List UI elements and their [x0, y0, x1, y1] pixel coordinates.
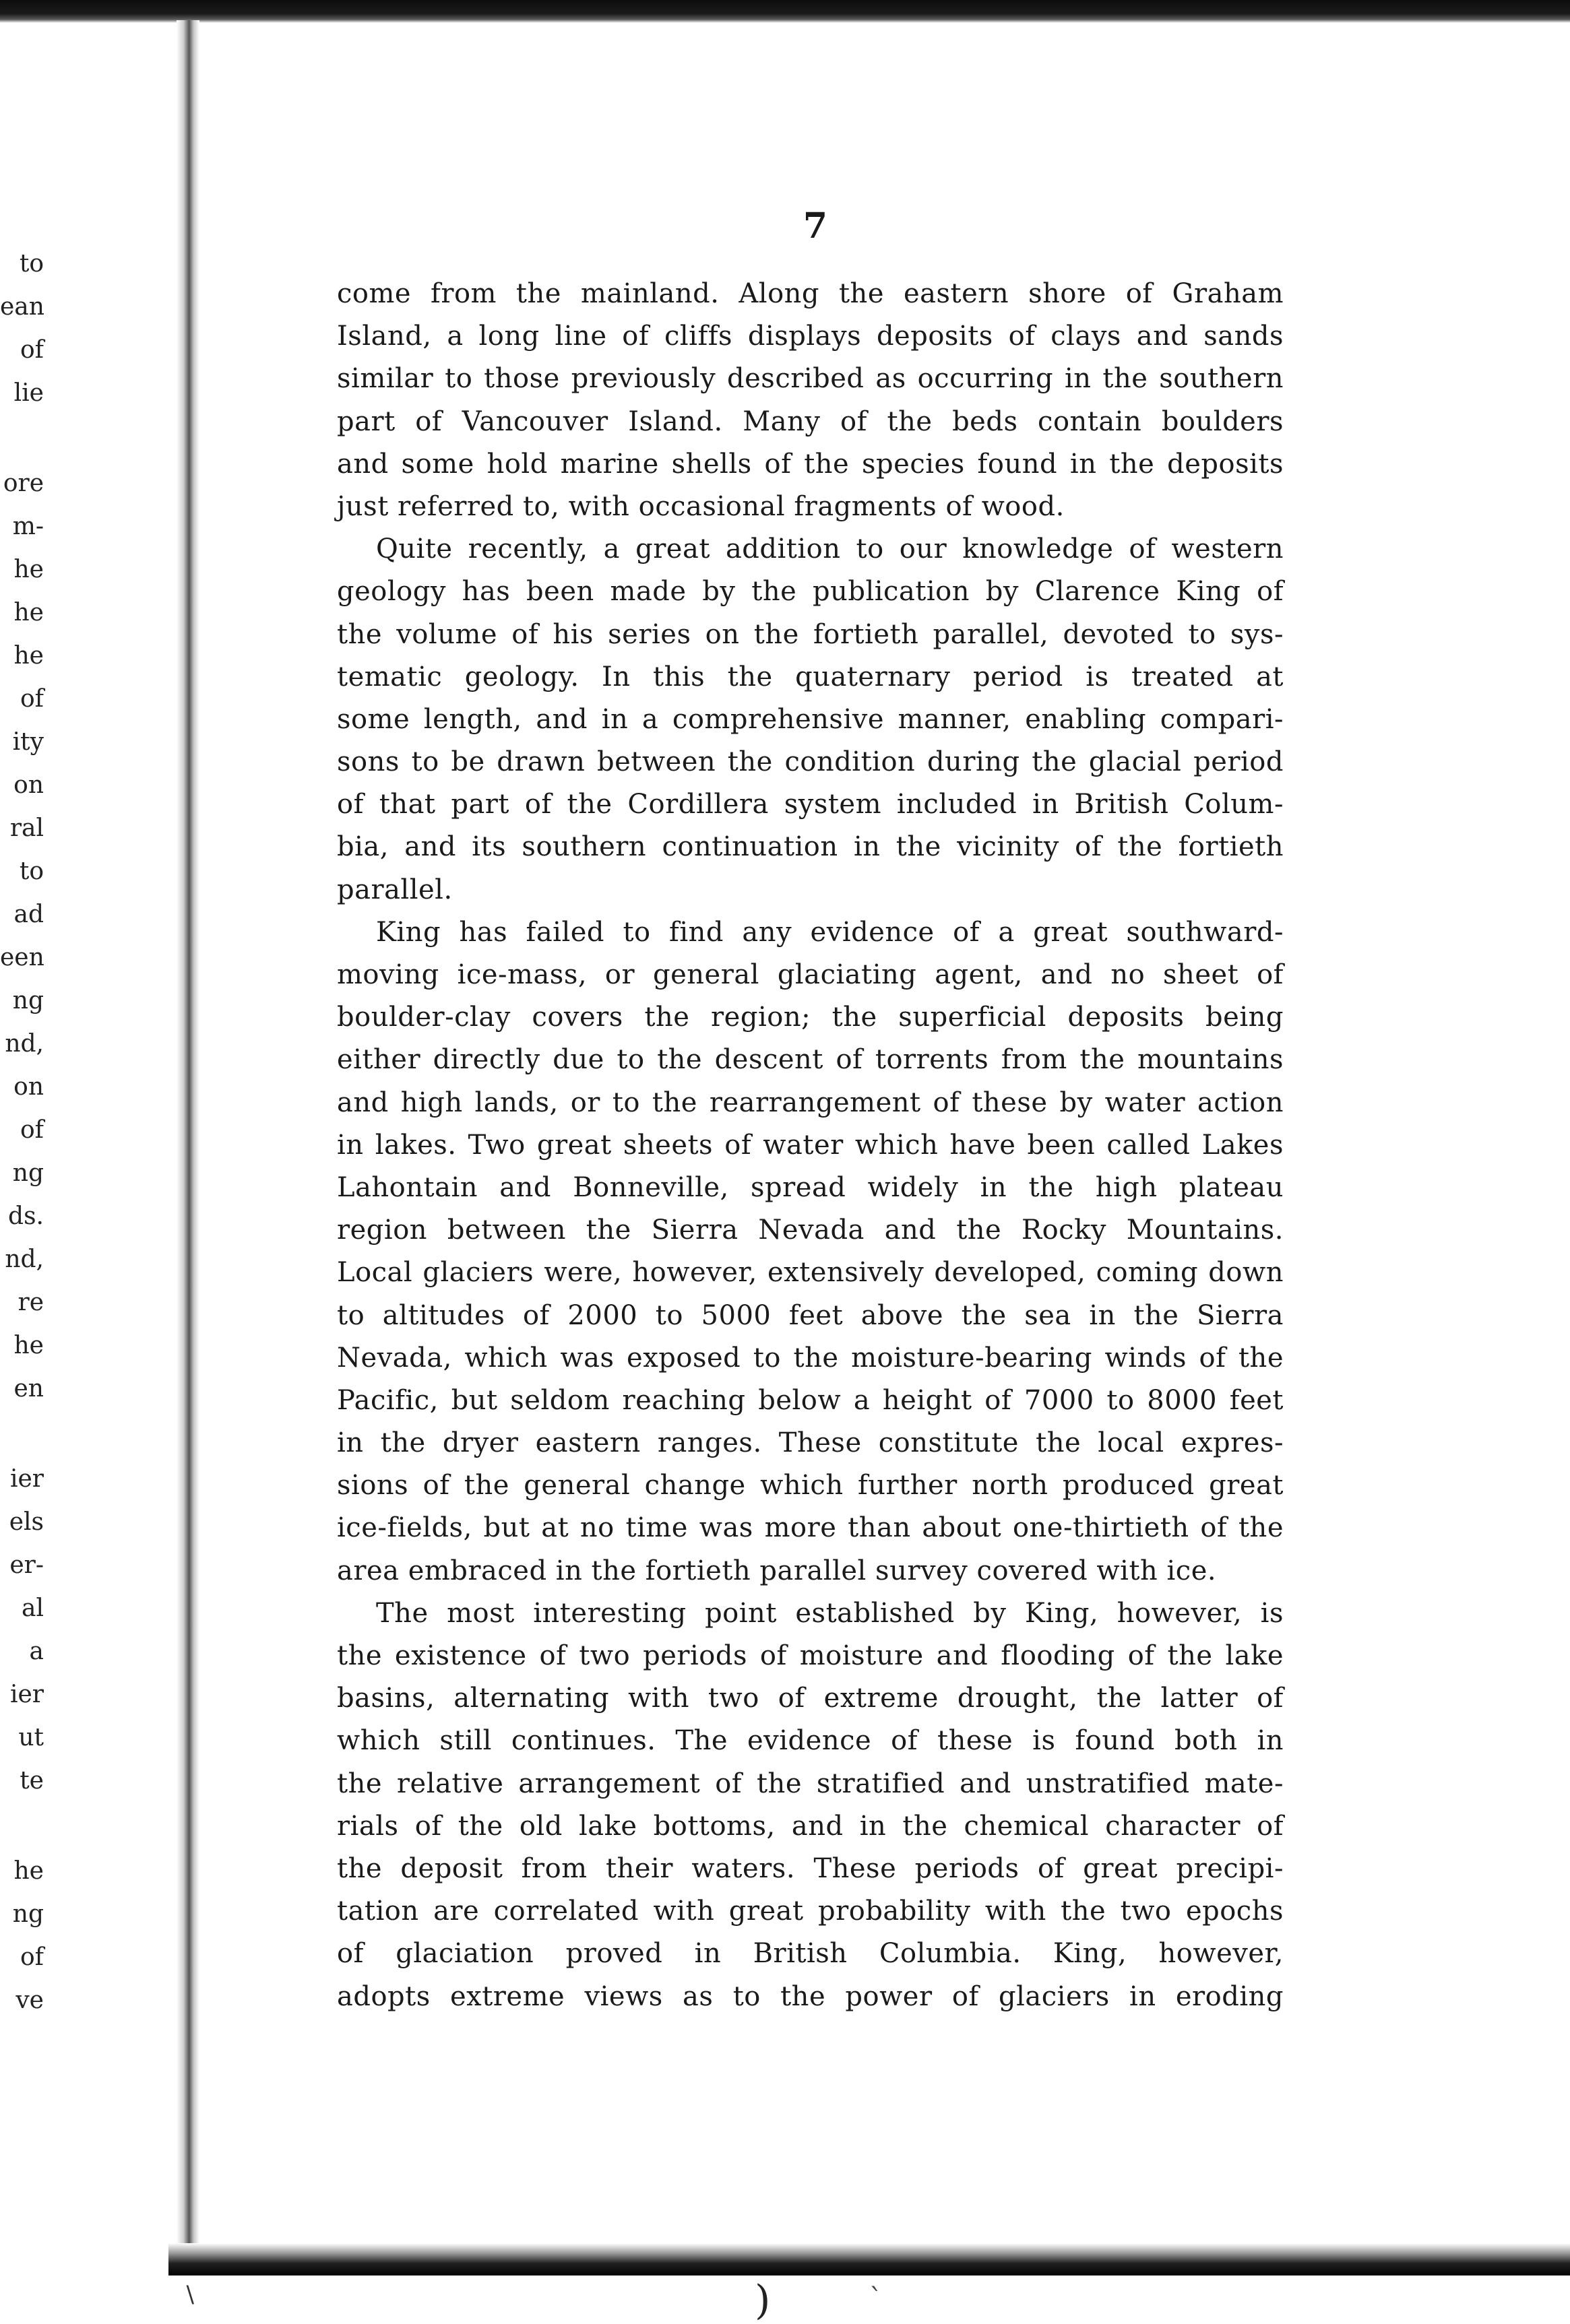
- page-number: 7: [803, 205, 828, 247]
- scan-top-edge: [0, 0, 1570, 23]
- left-page-fragment: of: [20, 685, 44, 713]
- text-line: Local glaciers were, however, extensively developed, coming down: [337, 1257, 1284, 1289]
- left-page-fragment: een: [0, 944, 44, 971]
- left-page-fragment: ng: [12, 1159, 44, 1187]
- text-line: just referred to, with occasional fragments of wood.: [337, 490, 1065, 522]
- text-line: of glaciation proved in British Columbia. King, however,: [337, 1938, 1284, 1970]
- text-line: some length, and in a comprehensive manner, enabling compari-: [337, 703, 1284, 735]
- left-page-fragment: he: [13, 599, 44, 626]
- text-line: in the dryer eastern ranges. These constitute the local expres-: [337, 1427, 1284, 1459]
- text-line: bia, and its southern continuation in the vicinity of the fortieth: [337, 831, 1284, 863]
- body-text: [337, 273, 1284, 2018]
- page-gutter: [177, 20, 199, 2257]
- left-page-fragment: els: [9, 1508, 44, 1536]
- text-line: of that part of the Cordillera system included in British Colum-: [337, 789, 1284, 820]
- text-line: geology has been made by the publication by Clarence King of: [337, 576, 1284, 608]
- text-line: sions of the general change which further north produced great: [337, 1470, 1284, 1502]
- fragment-gap: [0, 415, 44, 462]
- scan-mark-left: ∖: [182, 2282, 197, 2309]
- left-page-fragment: ier: [9, 1681, 44, 1708]
- text-line: area embraced in the fortieth parallel survey covered with ice.: [337, 1555, 1217, 1586]
- text-line: tation are correlated with great probability with the two epochs: [337, 1896, 1284, 1927]
- text-line: in lakes. Two great sheets of water which have been called Lakes: [337, 1129, 1284, 1161]
- left-page-fragment: m-: [12, 513, 44, 540]
- left-page-fragment: er-: [9, 1551, 44, 1579]
- left-page-fragment: to: [19, 250, 44, 278]
- text-line: part of Vancouver Island. Many of the beds contain boulders: [337, 406, 1284, 437]
- text-line: Island, a long line of cliffs displays deposits of clays and sands: [337, 321, 1284, 352]
- fragment-gap: [0, 1803, 44, 1850]
- left-page-fragment: he: [13, 642, 44, 670]
- left-page-fragment: ity: [12, 728, 44, 756]
- text-line: moving ice-mass, or general glaciating agent, and no sheet of: [337, 959, 1284, 990]
- left-page-fragment: ng: [12, 987, 44, 1014]
- left-page-fragment: ier: [9, 1465, 44, 1493]
- left-page-fragment: of: [20, 1116, 44, 1144]
- text-line: the deposit from their waters. These periods of great precipi-: [337, 1852, 1284, 1884]
- text-line: and some hold marine shells of the species found in the deposits: [337, 448, 1284, 480]
- text-line: and high lands, or to the rearrangement of these by water action: [337, 1087, 1284, 1118]
- left-page-fragment: to: [19, 858, 44, 885]
- left-page-fragment: nd,: [5, 1246, 44, 1273]
- left-page-fragment: ut: [18, 1724, 44, 1751]
- text-line: sons to be drawn between the condition during the glacial period: [337, 746, 1284, 778]
- text-line: basins, alternating with two of extreme drought, the latter of: [337, 1683, 1284, 1714]
- left-page-fragment: ad: [13, 901, 44, 928]
- text-line: either directly due to the descent of torrents from the mountains: [337, 1044, 1284, 1076]
- left-page-fragment: ng: [12, 1900, 44, 1928]
- left-page-fragment: ral: [9, 814, 44, 842]
- text-line: Lahontain and Bonneville, spread widely in the high plateau: [337, 1171, 1284, 1203]
- text-line: similar to those previously described as occurring in the southern: [337, 363, 1284, 395]
- left-page-fragment: ean: [0, 293, 44, 321]
- text-line: the relative arrangement of the stratified and unstratified mate-: [337, 1768, 1284, 1799]
- text-line: boulder-clay covers the region; the superficial deposits being: [337, 1002, 1284, 1033]
- text-line: parallel.: [337, 874, 453, 905]
- left-page-fragment: lie: [13, 379, 44, 407]
- left-page-fragment: en: [13, 1375, 44, 1402]
- scan-bottom-band: [0, 2275, 1570, 2319]
- left-page-fragment: of: [20, 1943, 44, 1971]
- left-page-fragment: of: [20, 336, 44, 364]
- text-line: The most interesting point established by King, however, is: [376, 1597, 1284, 1629]
- text-line: the existence of two periods of moisture and flooding of the lake: [337, 1640, 1284, 1671]
- scan-bottom-edge: [168, 2243, 1570, 2277]
- left-page-fragment: on: [13, 771, 44, 799]
- text-line: which still continues. The evidence of these is found both in: [337, 1725, 1284, 1757]
- left-page-fragment: he: [13, 1332, 44, 1359]
- text-line: region between the Sierra Nevada and the Rocky Mountains.: [337, 1215, 1284, 1246]
- left-page-fragments: [0, 243, 44, 2022]
- left-page-fragment: te: [20, 1767, 44, 1795]
- text-line: adopts extreme views as to the power of glaciers in eroding: [337, 1980, 1284, 2012]
- text-line: Pacific, but seldom reaching below a height of 7000 to 8000 feet: [337, 1384, 1284, 1416]
- fragment-gap: [0, 1411, 44, 1458]
- text-line: tematic geology. In this the quaternary period is treated at: [337, 661, 1284, 692]
- text-line: King has failed to find any evidence of a great southward-: [376, 916, 1284, 948]
- text-line: ice-fields, but at no time was more than about one-thirtieth of the: [337, 1512, 1284, 1544]
- left-page-fragment: on: [13, 1073, 44, 1101]
- left-page-fragment: he: [13, 1857, 44, 1885]
- left-page-fragment: ds.: [8, 1202, 44, 1230]
- left-page-fragment: nd,: [5, 1030, 44, 1058]
- left-page-fragment: a: [29, 1638, 44, 1665]
- text-line: Nevada, which was exposed to the moisture-bearing winds of the: [337, 1342, 1284, 1374]
- text-line: to altitudes of 2000 to 5000 feet above the sea in the Sierra: [337, 1299, 1284, 1331]
- left-page-fragment: he: [13, 556, 44, 583]
- scan-mark-center: ): [755, 2277, 771, 2324]
- left-page-fragment: ore: [3, 470, 44, 497]
- left-page-fragment: ve: [15, 1987, 44, 2014]
- scan-mark-right: ˋ: [869, 2284, 883, 2315]
- text-line: Quite recently, a great addition to our knowledge of western: [376, 534, 1284, 565]
- text-line: rials of the old lake bottoms, and in the chemical character of: [337, 1810, 1284, 1842]
- text-line: come from the mainland. Along the eastern shore of Graham: [337, 278, 1284, 309]
- text-line: the volume of his series on the fortieth parallel, devoted to sys-: [337, 618, 1284, 650]
- left-page-fragment: al: [22, 1594, 44, 1622]
- left-page-fragment: re: [18, 1289, 44, 1316]
